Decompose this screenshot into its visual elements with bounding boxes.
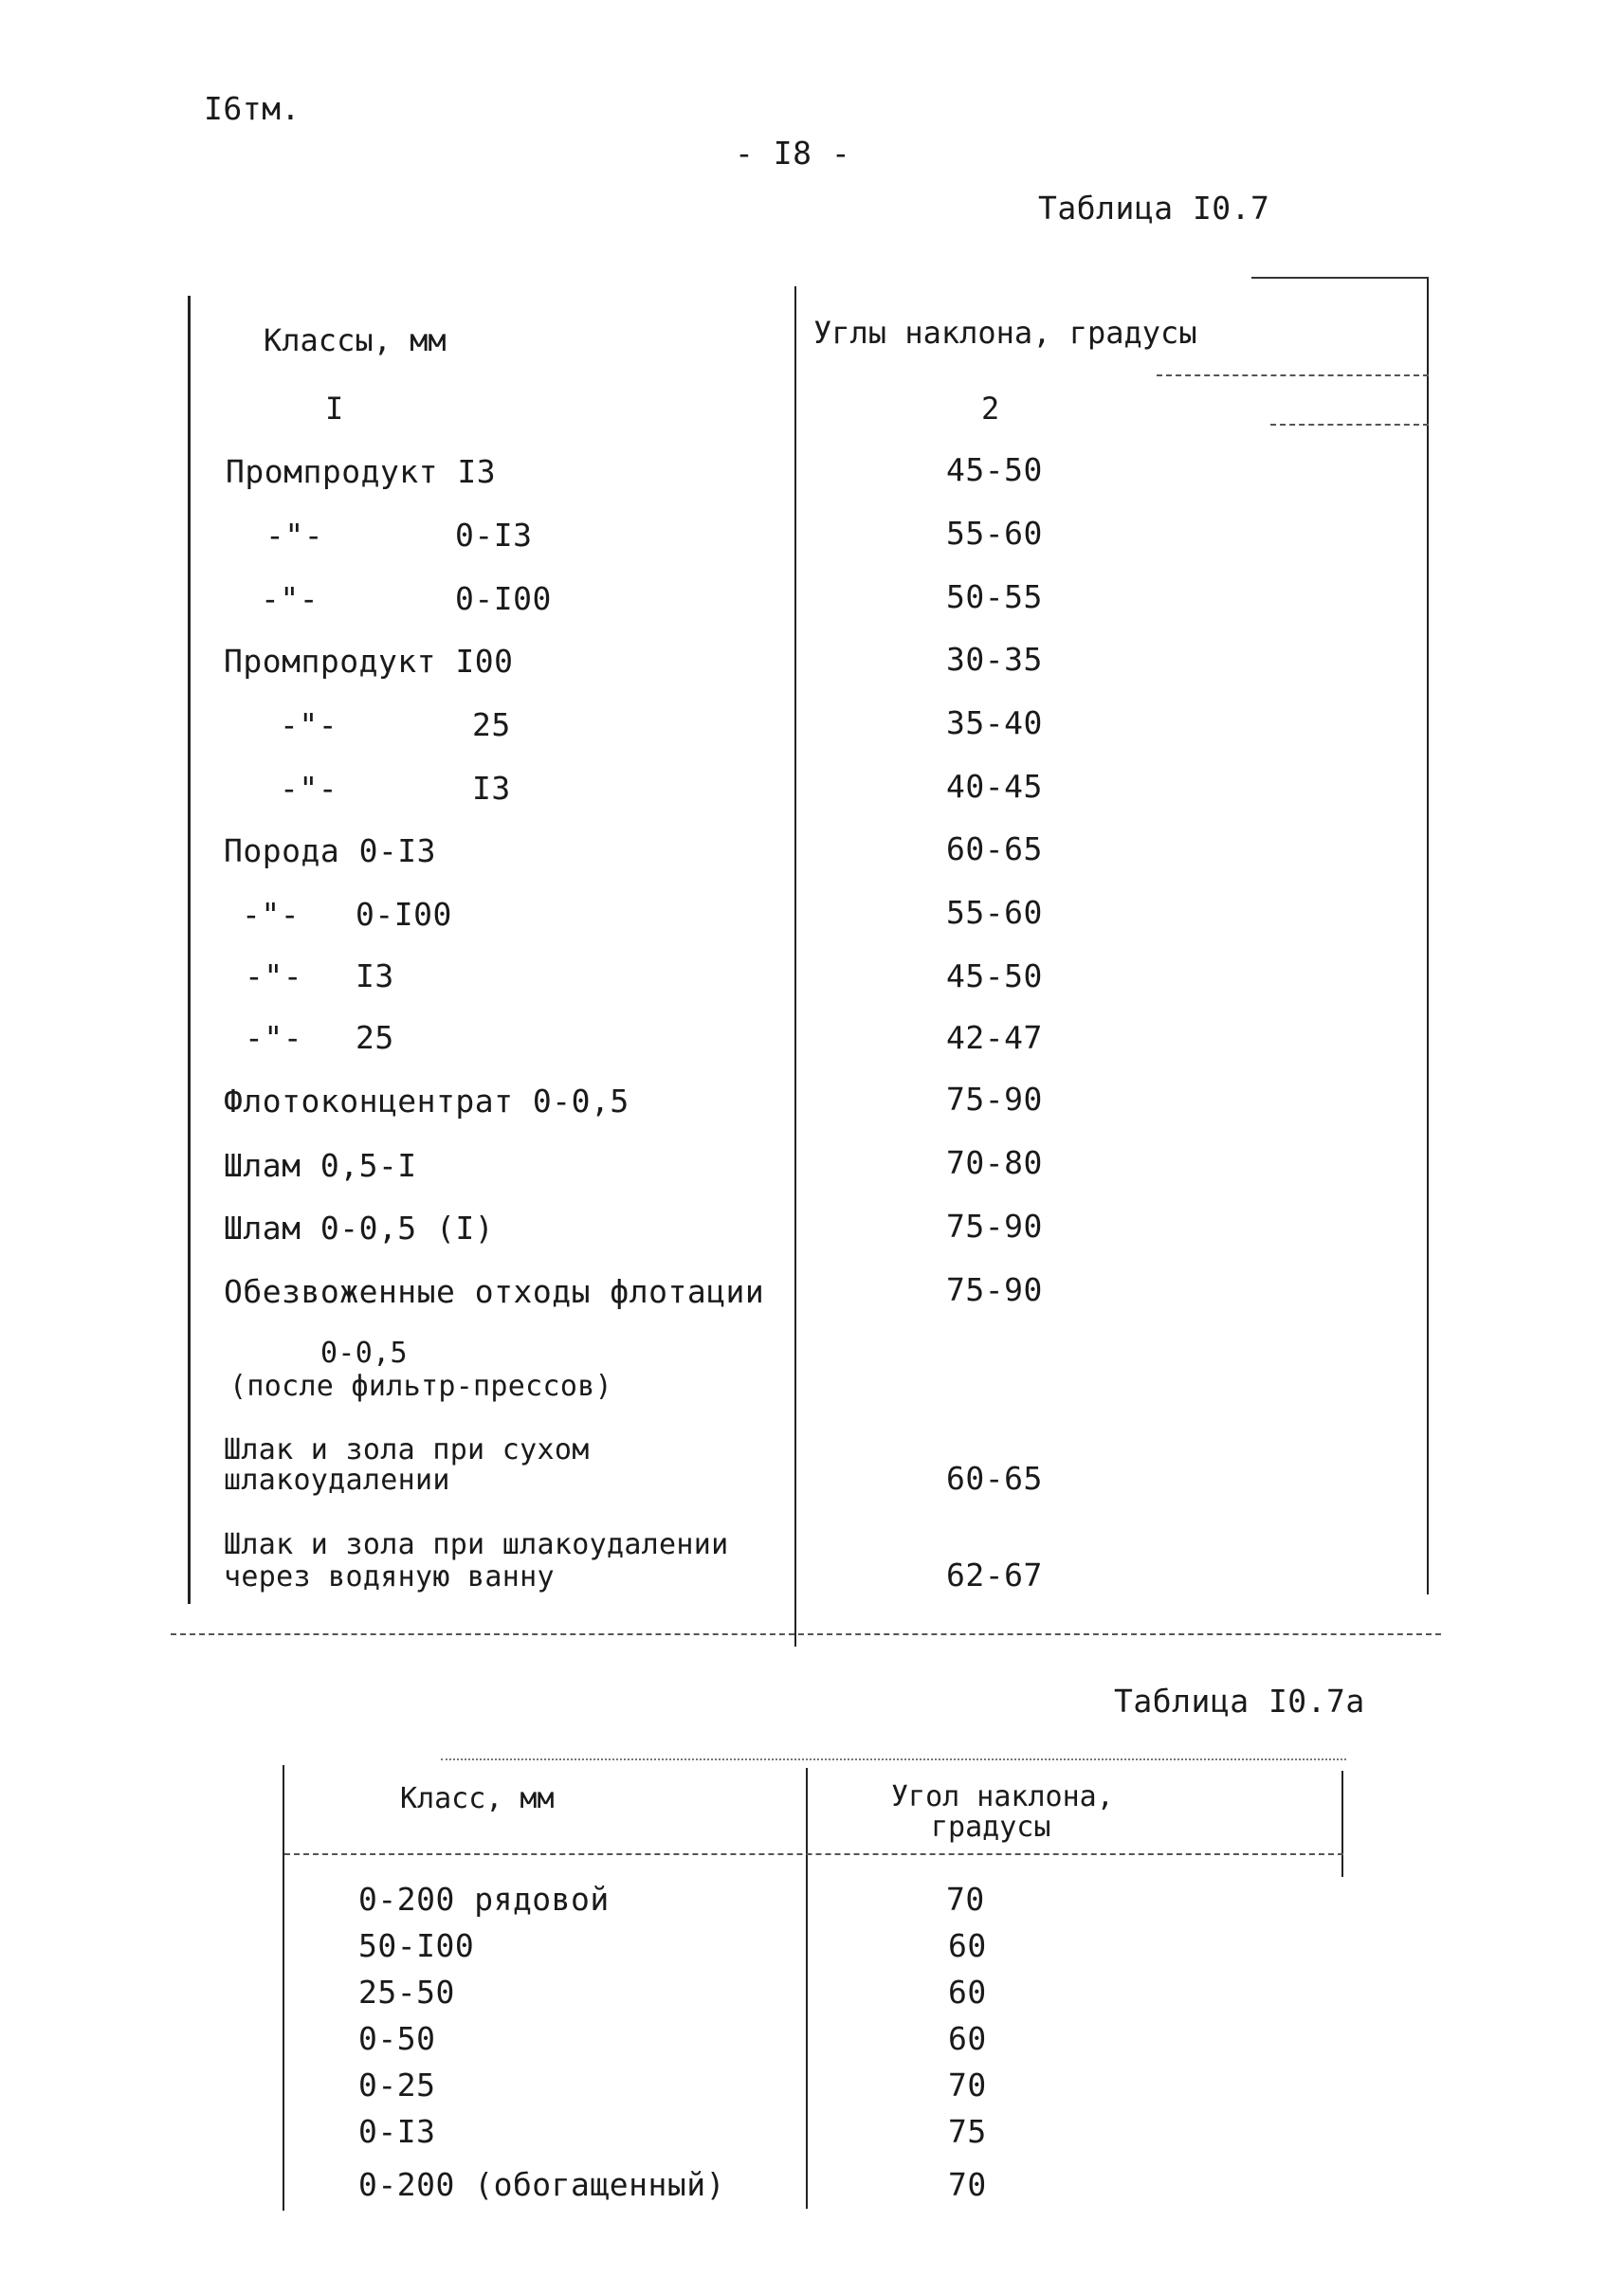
table1-row-label-line2: шлакоудалении	[224, 1464, 450, 1497]
table1-row-value: 60-65	[946, 830, 1043, 867]
table1-row-value: 30-35	[946, 641, 1043, 678]
table1-row-label: Промпродукт I00	[224, 643, 514, 680]
table2-left-border	[283, 1765, 284, 2211]
table2-row-value: 60	[948, 2020, 987, 2057]
table2-header-col1: Класс, мм	[400, 1782, 555, 1815]
table1-row-label: Порода 0-I3	[224, 832, 437, 869]
table1-row-label: Промпродукт I3	[226, 453, 497, 490]
table2-header-col2-line1: Угол наклона,	[891, 1780, 1114, 1813]
table1-row-value: 45-50	[946, 451, 1043, 488]
table1-bottom-border	[171, 1633, 1441, 1635]
table1-row-ditto: -"-	[245, 957, 303, 994]
table1-row-ditto: -"-	[245, 1019, 303, 1056]
table1-row-ditto: -"-	[280, 706, 338, 743]
table1-row-value: 45-50	[946, 957, 1043, 994]
page-number: - I8 -	[735, 135, 851, 172]
table2-row-label: 0-25	[358, 2067, 436, 2104]
table1-colnum1: I	[325, 391, 344, 427]
table1-left-border	[188, 296, 191, 1604]
table2-row-label: 0-50	[358, 2020, 436, 2057]
table1-row-sub: 0-I00	[356, 896, 452, 933]
table2-row-value: 60	[948, 1974, 987, 2011]
table2-row-value: 70	[948, 2166, 987, 2203]
table2-caption: Таблица I0.7а	[1114, 1683, 1365, 1720]
table1-top-border	[1251, 277, 1429, 279]
table1-row-value: 75-90	[946, 1081, 1043, 1118]
table2-row-value: 70	[948, 2067, 987, 2104]
table1-header-divider-2	[1270, 424, 1429, 426]
corner-mark: I6тм.	[204, 90, 301, 127]
table1-row-label: Шлам 0-0,5 (I)	[224, 1210, 495, 1247]
table1-row-sub: I3	[472, 770, 511, 807]
table2-header-divider	[284, 1853, 1343, 1855]
table2-row-label: 25-50	[358, 1974, 455, 2011]
table2-header-col2-line2: градусы	[931, 1811, 1051, 1844]
table1-row-ditto: -"-	[265, 517, 324, 554]
table2-row-label: 0-200 рядовой	[358, 1881, 610, 1918]
table1-row-sub: 25	[472, 706, 511, 743]
table1-row-label-line1: Шлак и зола при шлакоудалении	[224, 1528, 729, 1561]
table1-row-value: 50-55	[946, 578, 1043, 615]
table1-header-col1: Классы, мм	[264, 322, 447, 358]
table2-row-value: 75	[948, 2113, 987, 2150]
table1-row-value: 42-47	[946, 1019, 1043, 1056]
table1-caption: Таблица I0.7	[1038, 190, 1270, 227]
table1-header-divider	[1157, 374, 1429, 376]
table1-row-value: 60-65	[946, 1460, 1043, 1497]
table1-row-sub-line2: (после фильтр-прессов)	[229, 1370, 612, 1403]
table1-row-value: 55-60	[946, 515, 1043, 552]
table1-row-sub-line1: 0-0,5	[320, 1337, 408, 1370]
table1-row-ditto: -"-	[261, 580, 319, 617]
table1-right-border	[1427, 277, 1429, 1594]
table1-row-value: 75-90	[946, 1271, 1043, 1308]
table1-colnum2: 2	[981, 391, 1000, 427]
table2-row-value: 60	[948, 1927, 987, 1964]
table1-header-col2: Углы наклона, градусы	[813, 315, 1197, 351]
table1-row-value: 35-40	[946, 704, 1043, 741]
table1-row-label: Шлам 0,5-I	[224, 1147, 417, 1184]
table2-column-divider	[806, 1768, 808, 2209]
table2-right-border	[1341, 1771, 1343, 1877]
table2-row-label: 0-I3	[358, 2113, 436, 2150]
table2-row-label: 50-I00	[358, 1927, 475, 1964]
table1-row-sub: 25	[356, 1019, 394, 1056]
table1-row-label-line2: через водяную ванну	[224, 1560, 555, 1594]
table2-row-value: 70	[946, 1881, 985, 1918]
table1-row-value: 62-67	[946, 1557, 1043, 1594]
table1-row-label-line1: Шлак и зола при сухом	[224, 1433, 590, 1466]
table1-row-value: 55-60	[946, 894, 1043, 931]
table1-column-divider	[794, 286, 796, 1647]
table1-row-value: 70-80	[946, 1144, 1043, 1181]
table1-row-value: 75-90	[946, 1208, 1043, 1245]
table1-row-ditto: -"-	[242, 896, 301, 933]
table1-row-label: Флотоконцентрат 0-0,5	[224, 1083, 630, 1120]
table1-row-sub: 0-I00	[455, 580, 552, 617]
table1-row-value: 40-45	[946, 768, 1043, 805]
table1-row-ditto: -"-	[280, 770, 338, 807]
table2-top-border	[441, 1758, 1346, 1760]
table2-row-label: 0-200 (обогащенный)	[358, 2166, 725, 2203]
table1-row-sub: 0-I3	[455, 517, 533, 554]
table1-row-sub: I3	[356, 957, 394, 994]
table1-row-label: Обезвоженные отходы флотации	[224, 1273, 765, 1310]
